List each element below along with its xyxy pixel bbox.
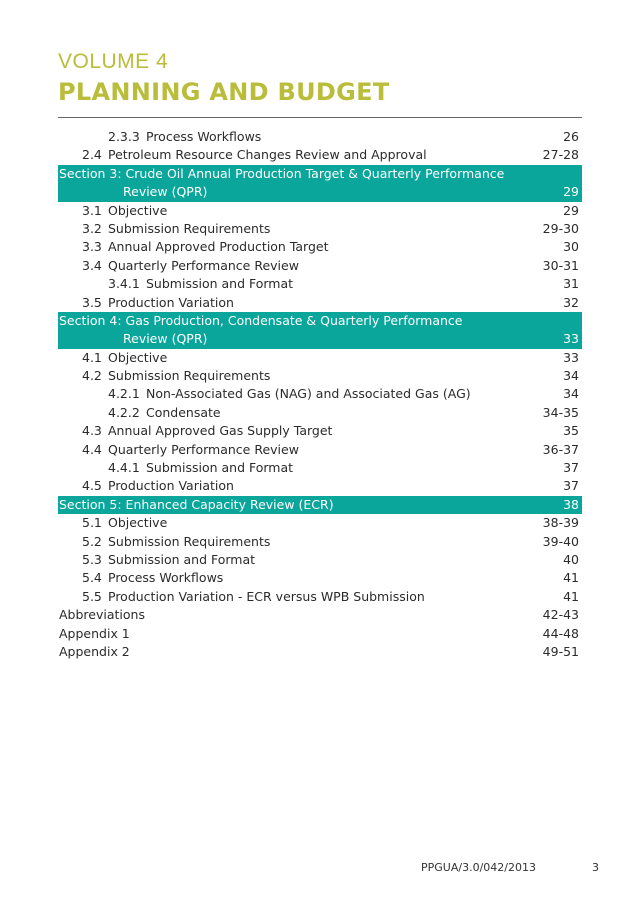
toc-row — [58, 551, 582, 569]
toc-entry-title: Condensate — [146, 404, 221, 420]
toc-section-title-cont: Review (QPR) — [123, 184, 208, 200]
toc-number: 4.2.2 — [108, 404, 140, 420]
toc-row — [58, 514, 582, 532]
toc-number: 4.5 — [82, 478, 102, 494]
toc-row — [58, 588, 582, 606]
toc-entry-title: Production Variation - ECR versus WPB Submission — [108, 588, 425, 604]
toc-page: 29 — [563, 184, 579, 200]
toc-row — [58, 146, 582, 164]
toc-section-title: Section 3: Crude Oil Annual Production Target & Quarterly Performance — [59, 165, 505, 181]
toc-entry-title: Process Workflows — [146, 129, 262, 144]
toc-row — [58, 275, 582, 293]
toc-number: 3.4 — [82, 257, 102, 273]
toc-entry-title: Submission and Format — [146, 460, 294, 476]
page-number: 3 — [592, 861, 599, 874]
table-of-contents — [58, 128, 582, 661]
toc-number: 4.2 — [82, 368, 102, 384]
toc-entry-title: Submission Requirements — [108, 533, 271, 549]
toc-page: 27-28 — [542, 147, 579, 163]
toc-page: 36-37 — [542, 441, 579, 457]
toc-number: 3.3 — [82, 239, 102, 255]
toc-number: 3.4.1 — [108, 276, 140, 292]
toc-entry-title: Submission and Format — [146, 276, 294, 292]
toc-number: 2.3.3 — [108, 129, 140, 144]
toc-page: 40 — [563, 551, 579, 567]
toc-number: 3.5 — [82, 294, 102, 310]
toc-number: 4.2.1 — [108, 386, 140, 402]
toc-page: 33 — [563, 331, 579, 347]
toc-page: 29-30 — [542, 220, 579, 236]
toc-row — [58, 477, 582, 495]
toc-number: 3.1 — [82, 202, 102, 218]
volume-label: VOLUME 4 — [58, 50, 169, 73]
toc-page: 38-39 — [542, 515, 579, 531]
toc-page: 30-31 — [542, 257, 579, 273]
toc-number: 5.1 — [82, 515, 102, 531]
toc-section-row — [58, 496, 582, 514]
toc-section-row — [58, 183, 582, 201]
toc-number: 4.3 — [82, 423, 102, 439]
toc-row — [58, 441, 582, 459]
toc-entry-title: Appendix 1 — [59, 625, 130, 641]
toc-entry-title: Objective — [108, 202, 168, 218]
toc-row — [58, 569, 582, 587]
toc-page: 41 — [563, 588, 579, 604]
toc-number: 4.4.1 — [108, 460, 140, 476]
toc-section-row — [58, 165, 582, 183]
toc-entry-title: Objective — [108, 515, 168, 531]
toc-entry-title: Annual Approved Production Target — [108, 239, 329, 255]
toc-page: 26 — [563, 129, 579, 144]
toc-section-row — [58, 312, 582, 330]
toc-row — [58, 643, 582, 661]
toc-entry-title: Quarterly Performance Review — [108, 257, 299, 273]
toc-page: 31 — [563, 276, 579, 292]
toc-page: 44-48 — [542, 625, 579, 641]
toc-row — [58, 385, 582, 403]
toc-entry-title: Submission Requirements — [108, 368, 271, 384]
toc-entry-title: Process Workflows — [108, 570, 224, 586]
toc-row — [58, 294, 582, 312]
toc-section-title: Section 4: Gas Production, Condensate & Quarterly Performance — [59, 312, 463, 328]
toc-number: 5.3 — [82, 551, 102, 567]
toc-page: 34 — [563, 368, 579, 384]
toc-page: 34 — [563, 386, 579, 402]
toc-row — [58, 257, 582, 275]
toc-row — [58, 625, 582, 643]
toc-row — [58, 459, 582, 477]
toc-page: 33 — [563, 349, 579, 365]
toc-page: 37 — [563, 460, 579, 476]
toc-section-row — [58, 330, 582, 348]
toc-row — [58, 220, 582, 238]
toc-section-title-cont: Review (QPR) — [123, 331, 208, 347]
toc-row — [58, 533, 582, 551]
toc-number: 4.4 — [82, 441, 102, 457]
toc-row — [58, 202, 582, 220]
toc-entry-title: Quarterly Performance Review — [108, 441, 299, 457]
page-header — [58, 50, 582, 107]
header-divider — [58, 117, 582, 118]
toc-entry-title: Production Variation — [108, 294, 234, 310]
toc-row — [58, 349, 582, 367]
toc-row — [58, 404, 582, 422]
toc-row — [58, 128, 582, 146]
toc-number: 5.4 — [82, 570, 102, 586]
toc-row — [58, 367, 582, 385]
toc-row — [58, 422, 582, 440]
toc-entry-title: Non-Associated Gas (NAG) and Associated Gas (AG) — [146, 386, 471, 402]
toc-number: 3.2 — [82, 220, 102, 236]
toc-entry-title: Objective — [108, 349, 168, 365]
toc-page: 49-51 — [542, 643, 579, 659]
toc-entry-title: Petroleum Resource Changes Review and Approval — [108, 147, 427, 163]
toc-number: 2.4 — [82, 147, 102, 163]
toc-entry-title: Submission Requirements — [108, 220, 271, 236]
toc-page: 30 — [563, 239, 579, 255]
toc-row — [58, 238, 582, 256]
toc-page: 29 — [563, 202, 579, 218]
toc-number: 5.5 — [82, 588, 102, 604]
toc-entry-title: Annual Approved Gas Supply Target — [108, 423, 333, 439]
document-code: PPGUA/3.0/042/2013 — [421, 861, 536, 874]
toc-section-title: Section 5: Enhanced Capacity Review (ECR) — [59, 496, 334, 512]
toc-entry-title: Production Variation — [108, 478, 234, 494]
toc-entry-title: Abbreviations — [59, 607, 145, 623]
toc-page: 32 — [563, 294, 579, 310]
toc-page: 42-43 — [542, 607, 579, 623]
toc-number: 5.2 — [82, 533, 102, 549]
toc-page: 35 — [563, 423, 579, 439]
toc-page: 37 — [563, 478, 579, 494]
toc-entry-title: Submission and Format — [108, 551, 256, 567]
toc-page: 41 — [563, 570, 579, 586]
page-title: PLANNING AND BUDGET — [58, 78, 390, 106]
toc-row — [58, 606, 582, 624]
toc-number: 4.1 — [82, 349, 102, 365]
toc-page: 38 — [563, 496, 579, 512]
toc-page: 39-40 — [542, 533, 579, 549]
toc-entry-title: Appendix 2 — [59, 643, 130, 659]
toc-page: 34-35 — [542, 404, 579, 420]
